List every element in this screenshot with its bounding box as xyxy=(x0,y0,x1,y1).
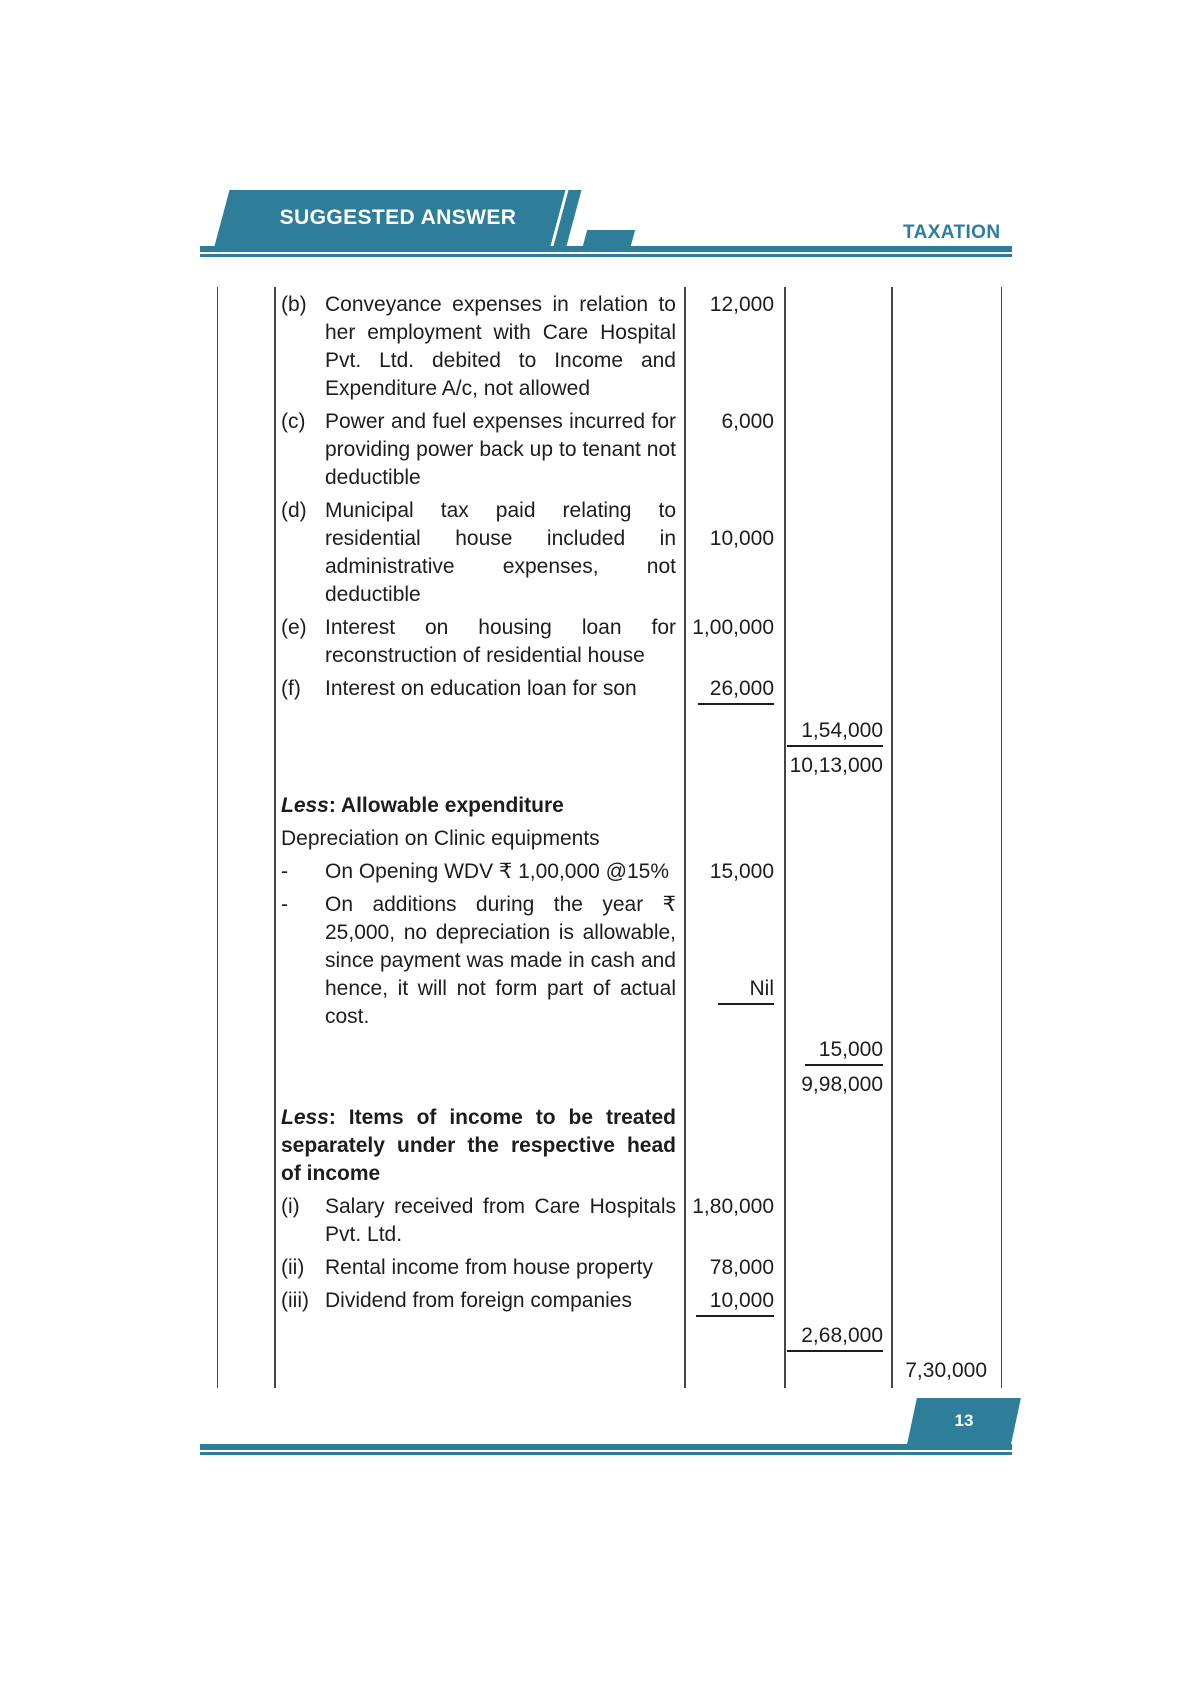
row-label: (i) xyxy=(281,1195,300,1218)
description-cell xyxy=(274,891,684,1031)
row-text: Municipal tax paid relating to residential house included in administrative expenses, not deductible xyxy=(325,499,676,606)
row-text: Dividend from foreign companies xyxy=(325,1289,632,1312)
description-cell xyxy=(274,614,684,670)
row-label: (f) xyxy=(281,677,301,700)
table-row xyxy=(218,1036,1001,1066)
subject-label: TAXATION xyxy=(903,222,1001,243)
row-text: Salary received from Care Hospitals Pvt. Ltd. xyxy=(325,1195,676,1246)
table-row xyxy=(218,717,1001,747)
answer-table xyxy=(217,287,1002,1388)
table-row xyxy=(218,1287,1001,1317)
description-cell xyxy=(274,1254,684,1282)
row-text-lead: Less xyxy=(281,794,329,817)
description-cell xyxy=(274,1287,684,1317)
table-row xyxy=(218,1322,1001,1352)
table-row xyxy=(218,497,1001,609)
amount-cell xyxy=(684,1287,784,1317)
amount-cell: 1,00,000 xyxy=(692,616,774,639)
row-text: Power and fuel expenses incurred for providing power back up to tenant not deductible xyxy=(325,410,676,489)
amount-underlined: 2,68,000 xyxy=(787,1322,883,1352)
amount-cell xyxy=(684,675,784,705)
amount-underlined: 15,000 xyxy=(805,1036,883,1066)
row-text: Less: Allowable expenditure xyxy=(281,794,564,817)
row-text: Conveyance expenses in relation to her employment with Care Hospital Pvt. Ltd. debited to Income and Expenditure A/c, not allowed xyxy=(325,293,676,400)
table-row xyxy=(218,614,1001,670)
page-number-badge xyxy=(907,1398,1021,1444)
description-cell xyxy=(274,825,684,853)
row-label: - xyxy=(281,893,288,916)
table-row xyxy=(218,1071,1001,1099)
amount-cell: 12,000 xyxy=(709,293,774,316)
amount-cell: 15,000 xyxy=(709,860,774,883)
amount-cell: 1,80,000 xyxy=(692,1195,774,1218)
table-row xyxy=(218,858,1001,886)
banner-label: SUGGESTED ANSWER xyxy=(279,206,517,229)
amount-underlined: 1,54,000 xyxy=(787,717,883,747)
header-rule xyxy=(200,246,1012,257)
row-label: (d) xyxy=(281,499,307,522)
row-text: On additions during the year ₹ 25,000, no depreciation is allowable, since payment was made in cash and hence, it will not form part of actual cost. xyxy=(325,893,676,1028)
amount-cell: 7,30,000 xyxy=(905,1359,987,1382)
table-row xyxy=(218,1254,1001,1282)
footer-rule xyxy=(200,1444,1012,1455)
row-text: Depreciation on Clinic equipments xyxy=(281,827,600,850)
amount-underlined: 26,000 xyxy=(698,675,774,705)
table-rows xyxy=(218,287,1001,1385)
table-row xyxy=(218,891,1001,1031)
row-label: (e) xyxy=(281,616,307,639)
table-row xyxy=(218,1104,1001,1188)
table-row xyxy=(218,752,1001,780)
description-cell xyxy=(274,1104,684,1188)
table-row xyxy=(218,675,1001,705)
description-cell xyxy=(274,291,684,403)
row-text: On Opening WDV ₹ 1,00,000 @15% xyxy=(325,860,670,883)
amount-cell xyxy=(684,891,784,1031)
row-label: (b) xyxy=(281,293,307,316)
table-row xyxy=(218,408,1001,492)
description-cell xyxy=(274,675,684,705)
description-cell xyxy=(274,858,684,886)
amount-cell: 78,000 xyxy=(709,1256,774,1279)
description-cell xyxy=(274,408,684,492)
row-label: - xyxy=(281,860,288,883)
amount-cell: 10,000 xyxy=(709,527,774,550)
banner-tail-decoration xyxy=(583,230,635,246)
suggested-answer-banner xyxy=(214,190,581,246)
description-cell xyxy=(274,792,684,820)
amount-cell: 9,98,000 xyxy=(801,1073,883,1096)
row-label: (iii) xyxy=(281,1289,309,1312)
table-row xyxy=(218,825,1001,853)
table-row xyxy=(218,1193,1001,1249)
table-row xyxy=(218,1357,1001,1385)
row-label: (ii) xyxy=(281,1256,305,1279)
amount-cell: 6,000 xyxy=(721,410,774,433)
description-cell xyxy=(274,497,684,609)
row-text-lead: Less xyxy=(281,1106,329,1129)
amount-cell xyxy=(784,1036,891,1066)
amount-underlined: Nil xyxy=(718,975,775,1005)
amount-cell: 10,13,000 xyxy=(789,754,883,777)
row-text: Rental income from house property xyxy=(325,1256,653,1279)
row-label: (c) xyxy=(281,410,306,433)
page-number: 13 xyxy=(954,1411,974,1430)
amount-underlined: 10,000 xyxy=(696,1287,774,1317)
row-text: Interest on housing loan for reconstruction of residential house xyxy=(325,616,676,667)
table-row xyxy=(218,291,1001,403)
row-text: Interest on education loan for son xyxy=(325,677,637,700)
amount-cell xyxy=(784,1322,891,1352)
table-row xyxy=(218,792,1001,820)
description-cell xyxy=(274,1193,684,1249)
row-text: Less: Items of income to be treated separately under the respective head of income xyxy=(281,1106,676,1185)
amount-cell xyxy=(784,717,891,747)
